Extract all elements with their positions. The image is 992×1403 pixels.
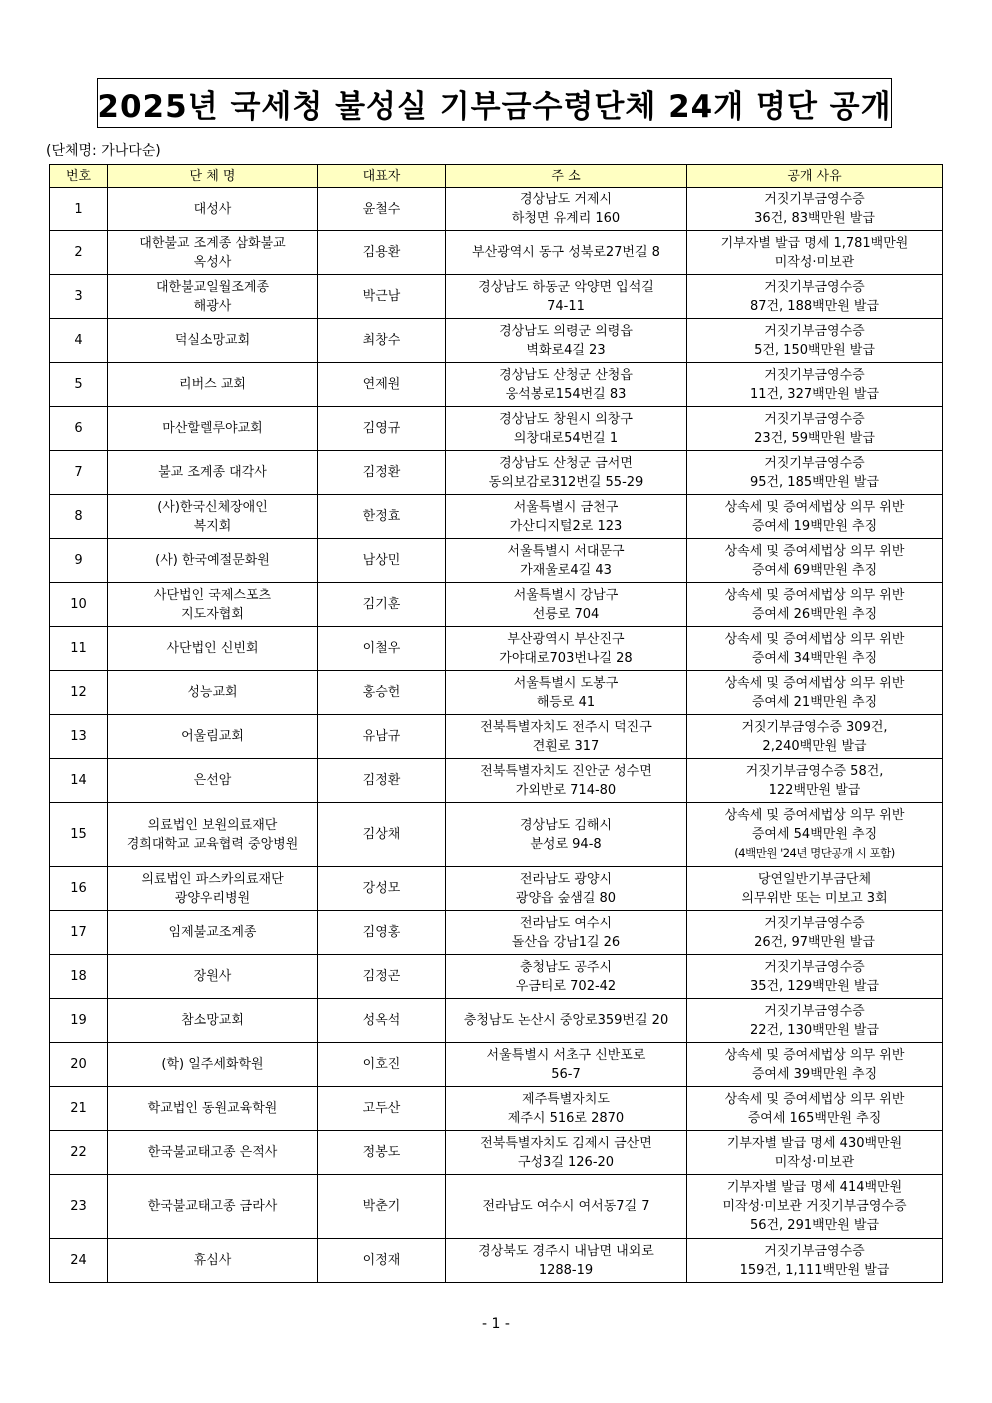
representative-cell: 한정효 bbox=[318, 495, 446, 539]
representative-cell: 정봉도 bbox=[318, 1131, 446, 1175]
table-row bbox=[50, 1087, 943, 1131]
disclosure-reason-cell: 거짓기부금영수증 22건, 130백만원 발급 bbox=[687, 999, 943, 1043]
address-cell: 경상남도 산청군 산청읍 웅석봉로154번길 83 bbox=[446, 363, 687, 407]
address-cell: 서울특별시 강남구 선릉로 704 bbox=[446, 583, 687, 627]
representative-cell: 김정곤 bbox=[318, 955, 446, 999]
table-row bbox=[50, 583, 943, 627]
address-cell: 서울특별시 도봉구 해등로 41 bbox=[446, 671, 687, 715]
address-cell: 경상남도 김해시 분성로 94-8 bbox=[446, 803, 687, 867]
representative-cell: 성옥석 bbox=[318, 999, 446, 1043]
representative-cell: 김정환 bbox=[318, 451, 446, 495]
organization-name-cell: 의료법인 파스카의료재단 광양우리병원 bbox=[108, 867, 318, 911]
representative-cell: 김영규 bbox=[318, 407, 446, 451]
table-row bbox=[50, 1131, 943, 1175]
table-row bbox=[50, 999, 943, 1043]
organization-name-cell: 장원사 bbox=[108, 955, 318, 999]
disclosure-reason-cell: 상속세 및 증여세법상 의무 위반 증여세 39백만원 추징 bbox=[687, 1043, 943, 1087]
row-number-cell: 17 bbox=[50, 911, 108, 955]
disclosure-reason-cell: 기부자별 발급 명세 1,781백만원 미작성·미보관 bbox=[687, 231, 943, 275]
table-row bbox=[50, 363, 943, 407]
representative-cell: 남상민 bbox=[318, 539, 446, 583]
organization-name-cell: 대한불교일월조계종 해광사 bbox=[108, 275, 318, 319]
table-row bbox=[50, 627, 943, 671]
disclosure-reason-cell: 상속세 및 증여세법상 의무 위반 증여세 26백만원 추징 bbox=[687, 583, 943, 627]
disclosure-reason-note: (4백만원 '24년 명단공개 시 포함) bbox=[734, 846, 895, 860]
address-cell: 경상남도 창원시 의창구 의창대로54번길 1 bbox=[446, 407, 687, 451]
table-row bbox=[50, 319, 943, 363]
representative-cell: 이철우 bbox=[318, 627, 446, 671]
disclosure-reason-cell: 거짓기부금영수증 35건, 129백만원 발급 bbox=[687, 955, 943, 999]
representative-cell: 홍승헌 bbox=[318, 671, 446, 715]
representative-cell: 유남규 bbox=[318, 715, 446, 759]
row-number-cell: 23 bbox=[50, 1175, 108, 1239]
organization-name-cell: 한국불교태고종 금라사 bbox=[108, 1175, 318, 1239]
address-cell: 충청남도 공주시 우금티로 702-42 bbox=[446, 955, 687, 999]
row-number-cell: 8 bbox=[50, 495, 108, 539]
organization-name-cell: 덕실소망교회 bbox=[108, 319, 318, 363]
row-number-cell: 10 bbox=[50, 583, 108, 627]
address-cell: 경상남도 의령군 의령읍 벽화로4길 23 bbox=[446, 319, 687, 363]
column-header-representative: 대표자 bbox=[318, 165, 446, 188]
address-cell: 경상남도 하동군 악양면 입석길 74-11 bbox=[446, 275, 687, 319]
organization-name-cell: 학교법인 동원교육학원 bbox=[108, 1087, 318, 1131]
table-row bbox=[50, 715, 943, 759]
address-cell: 부산광역시 부산진구 가야대로703번나길 28 bbox=[446, 627, 687, 671]
disclosure-reason-cell: 거짓기부금영수증 58건, 122백만원 발급 bbox=[687, 759, 943, 803]
row-number-cell: 9 bbox=[50, 539, 108, 583]
row-number-cell: 7 bbox=[50, 451, 108, 495]
table-row bbox=[50, 759, 943, 803]
disclosure-reason-cell: 상속세 및 증여세법상 의무 위반 증여세 69백만원 추징 bbox=[687, 539, 943, 583]
table-row bbox=[50, 955, 943, 999]
table-row bbox=[50, 451, 943, 495]
disclosure-reason-cell: 거짓기부금영수증 11건, 327백만원 발급 bbox=[687, 363, 943, 407]
representative-cell: 윤철수 bbox=[318, 188, 446, 231]
table-row bbox=[50, 539, 943, 583]
table-row bbox=[50, 671, 943, 715]
row-number-cell: 5 bbox=[50, 363, 108, 407]
disclosure-reason-cell: 거짓기부금영수증 309건, 2,240백만원 발급 bbox=[687, 715, 943, 759]
address-cell: 부산광역시 동구 성북로27번길 8 bbox=[446, 231, 687, 275]
disclosure-reason-cell: 기부자별 발급 명세 414백만원 미작성·미보관 거짓기부금영수증 56건, 291백만원 발급 bbox=[687, 1175, 943, 1239]
organization-name-cell: 성능교회 bbox=[108, 671, 318, 715]
document-title: 2025년 국세청 불성실 기부금수령단체 24개 명단 공개 bbox=[97, 88, 892, 125]
disclosure-reason-cell: 상속세 및 증여세법상 의무 위반 증여세 165백만원 추징 bbox=[687, 1087, 943, 1131]
row-number-cell: 6 bbox=[50, 407, 108, 451]
organization-roster-table bbox=[49, 164, 943, 1283]
disclosure-reason-text: 상속세 및 증여세법상 의무 위반 증여세 54백만원 추징 bbox=[724, 808, 905, 842]
organization-name-cell: 마산할렐루야교회 bbox=[108, 407, 318, 451]
organization-name-cell: 대한불교 조계종 삼화불교 옥성사 bbox=[108, 231, 318, 275]
address-cell: 전라남도 광양시 광양읍 숲샘길 80 bbox=[446, 867, 687, 911]
row-number-cell: 20 bbox=[50, 1043, 108, 1087]
row-number-cell: 11 bbox=[50, 627, 108, 671]
table-body bbox=[50, 188, 943, 1283]
address-cell: 서울특별시 서대문구 가재울로4길 43 bbox=[446, 539, 687, 583]
disclosure-reason-cell: 당연일반기부금단체 의무위반 또는 미보고 3회 bbox=[687, 867, 943, 911]
organization-name-cell: 불교 조계종 대각사 bbox=[108, 451, 318, 495]
representative-cell: 이정재 bbox=[318, 1239, 446, 1283]
row-number-cell: 1 bbox=[50, 188, 108, 231]
disclosure-reason-cell: 거짓기부금영수증 159건, 1,111백만원 발급 bbox=[687, 1239, 943, 1283]
table-row bbox=[50, 1043, 943, 1087]
address-cell: 경상북도 경주시 내남면 내외로 1288-19 bbox=[446, 1239, 687, 1283]
address-cell: 전북특별자치도 전주시 덕진구 견훤로 317 bbox=[446, 715, 687, 759]
organization-name-cell: (사) 한국예절문화원 bbox=[108, 539, 318, 583]
disclosure-reason-cell: 기부자별 발급 명세 430백만원 미작성·미보관 bbox=[687, 1131, 943, 1175]
row-number-cell: 24 bbox=[50, 1239, 108, 1283]
disclosure-reason-cell: 거짓기부금영수증 87건, 188백만원 발급 bbox=[687, 275, 943, 319]
address-cell: 전북특별자치도 김제시 금산면 구성3길 126-20 bbox=[446, 1131, 687, 1175]
row-number-cell: 13 bbox=[50, 715, 108, 759]
table-row bbox=[50, 803, 943, 867]
row-number-cell: 19 bbox=[50, 999, 108, 1043]
disclosure-reason-cell: 거짓기부금영수증 23건, 59백만원 발급 bbox=[687, 407, 943, 451]
representative-cell: 박근남 bbox=[318, 275, 446, 319]
representative-cell: 김상채 bbox=[318, 803, 446, 867]
organization-name-cell: 대성사 bbox=[108, 188, 318, 231]
row-number-cell: 22 bbox=[50, 1131, 108, 1175]
organization-name-cell: (학) 일주세화학원 bbox=[108, 1043, 318, 1087]
column-header-number: 번호 bbox=[50, 165, 108, 188]
address-cell: 경상남도 산청군 금서면 동의보감로312번길 55-29 bbox=[446, 451, 687, 495]
row-number-cell: 12 bbox=[50, 671, 108, 715]
representative-cell: 강성모 bbox=[318, 867, 446, 911]
row-number-cell: 16 bbox=[50, 867, 108, 911]
address-cell: 경상남도 거제시 하청면 유계리 160 bbox=[446, 188, 687, 231]
address-cell: 전라남도 여수시 여서동7길 7 bbox=[446, 1175, 687, 1239]
organization-name-cell: 참소망교회 bbox=[108, 999, 318, 1043]
row-number-cell: 18 bbox=[50, 955, 108, 999]
column-header-address: 주 소 bbox=[446, 165, 687, 188]
representative-cell: 김영홍 bbox=[318, 911, 446, 955]
disclosure-reason-cell: 거짓기부금영수증 95건, 185백만원 발급 bbox=[687, 451, 943, 495]
representative-cell: 고두산 bbox=[318, 1087, 446, 1131]
representative-cell: 김기훈 bbox=[318, 583, 446, 627]
disclosure-reason-cell bbox=[687, 803, 943, 867]
column-header-organization: 단 체 명 bbox=[108, 165, 318, 188]
representative-cell: 박춘기 bbox=[318, 1175, 446, 1239]
row-number-cell: 21 bbox=[50, 1087, 108, 1131]
row-number-cell: 4 bbox=[50, 319, 108, 363]
disclosure-reason-cell: 거짓기부금영수증 36건, 83백만원 발급 bbox=[687, 188, 943, 231]
organization-name-cell: 휴심사 bbox=[108, 1239, 318, 1283]
table-row bbox=[50, 1175, 943, 1239]
address-cell: 전북특별자치도 진안군 성수면 가외반로 714-80 bbox=[446, 759, 687, 803]
organization-name-cell: (사)한국신체장애인 복지회 bbox=[108, 495, 318, 539]
table-header bbox=[50, 165, 943, 188]
table-row bbox=[50, 231, 943, 275]
organization-name-cell: 의료법인 보원의료재단 경희대학교 교육협력 중앙병원 bbox=[108, 803, 318, 867]
organization-name-cell: 한국불교태고종 은적사 bbox=[108, 1131, 318, 1175]
disclosure-reason-cell: 상속세 및 증여세법상 의무 위반 증여세 34백만원 추징 bbox=[687, 627, 943, 671]
representative-cell: 김정환 bbox=[318, 759, 446, 803]
table-row bbox=[50, 495, 943, 539]
representative-cell: 이호진 bbox=[318, 1043, 446, 1087]
address-cell: 충청남도 논산시 중앙로359번길 20 bbox=[446, 999, 687, 1043]
table-row bbox=[50, 867, 943, 911]
table-row bbox=[50, 911, 943, 955]
organization-name-cell: 은선암 bbox=[108, 759, 318, 803]
disclosure-reason-cell: 상속세 및 증여세법상 의무 위반 증여세 21백만원 추징 bbox=[687, 671, 943, 715]
table-row bbox=[50, 275, 943, 319]
representative-cell: 최창수 bbox=[318, 319, 446, 363]
row-number-cell: 3 bbox=[50, 275, 108, 319]
row-number-cell: 15 bbox=[50, 803, 108, 867]
address-cell: 서울특별시 서초구 신반포로 56-7 bbox=[446, 1043, 687, 1087]
organization-name-cell: 어울림교회 bbox=[108, 715, 318, 759]
row-number-cell: 2 bbox=[50, 231, 108, 275]
table-row bbox=[50, 407, 943, 451]
disclosure-reason-cell: 거짓기부금영수증 26건, 97백만원 발급 bbox=[687, 911, 943, 955]
sort-order-note: (단체명: 가나다순) bbox=[46, 143, 161, 159]
page-number: - 1 - bbox=[482, 1316, 510, 1332]
table-row bbox=[50, 188, 943, 231]
address-cell: 전라남도 여수시 돌산읍 강남1길 26 bbox=[446, 911, 687, 955]
disclosure-reason-cell: 거짓기부금영수증 5건, 150백만원 발급 bbox=[687, 319, 943, 363]
organization-name-cell: 사단법인 국제스포츠 지도자협회 bbox=[108, 583, 318, 627]
table-header-row bbox=[50, 165, 943, 188]
address-cell: 서울특별시 금천구 가산디지털2로 123 bbox=[446, 495, 687, 539]
table-row bbox=[50, 1239, 943, 1283]
document-title-box bbox=[97, 78, 892, 128]
organization-name-cell: 리버스 교회 bbox=[108, 363, 318, 407]
organization-name-cell: 사단법인 신빈회 bbox=[108, 627, 318, 671]
disclosure-reason-cell: 상속세 및 증여세법상 의무 위반 증여세 19백만원 추징 bbox=[687, 495, 943, 539]
row-number-cell: 14 bbox=[50, 759, 108, 803]
address-cell: 제주특별자치도 제주시 516로 2870 bbox=[446, 1087, 687, 1131]
representative-cell: 연제원 bbox=[318, 363, 446, 407]
representative-cell: 김용환 bbox=[318, 231, 446, 275]
column-header-reason: 공개 사유 bbox=[687, 165, 943, 188]
organization-name-cell: 임제불교조계종 bbox=[108, 911, 318, 955]
